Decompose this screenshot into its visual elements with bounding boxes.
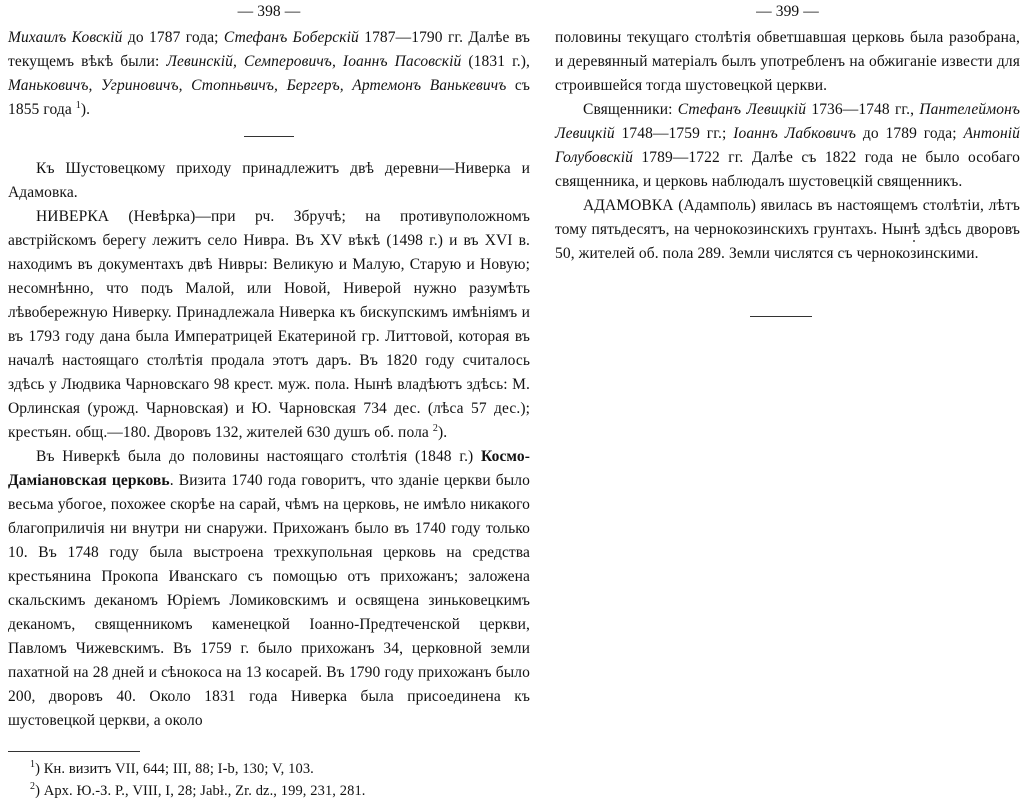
print-speck: [913, 240, 915, 242]
clergy-name: Левинскій, Семперовичъ, Іоаннъ Пасовскій: [166, 53, 462, 70]
footnote-text: ) Арх. Ю.-З. Р., VIII, I, 28; Jabł., Zr. dz., 199, 231, 281.: [35, 783, 366, 799]
parish-villages-paragraph: Къ Шустовецкому приходу принадлежитъ двѣ деревни—Ниверка и Адамовка.: [8, 160, 530, 201]
text-span: 1748—1759 гг.;: [614, 125, 734, 142]
footnote-mark: 2: [30, 781, 36, 793]
text-span: до 1787 года;: [122, 29, 224, 46]
clergy-list-paragraph: [8, 26, 530, 122]
text-span: Въ Ниверкѣ была до половины настоящаго столѣтія (1848 г.): [36, 448, 482, 465]
text-span: (1831 г.),: [461, 53, 531, 70]
church-name: Космо-Даміановская церковь: [8, 448, 530, 489]
end-divider: [750, 316, 812, 317]
priests-paragraph: [555, 98, 1020, 194]
clergy-name: Маньковичъ, Угриновичъ, Стопньвичъ, Бергеръ, Артемонъ Ванькевичъ: [8, 77, 507, 94]
section-divider: [244, 136, 294, 137]
text-span: . Визита 1740 года говоритъ, что зданіе церкви было весьма убогое, похожее скорѣе на сарай, чѣмъ на церковь, не имѣло никакого благоприличія ни внутри ни снаружи. Прихожанъ было въ 1740 году только 10. Въ 1748 году была выстроена трехкупольная церковь на средства крестьянина Прокопа Иванскаго съ помощью отъ прихожанъ; заложена скальскимъ деканомъ Юріемъ Ломиковскимъ и освящена зиньковецкимъ деканомъ, священникомъ каменецкой Іоанно-Предтеченской церкви, Павломъ Чижевскимъ. Въ 1759 г. было прихожанъ 34, церковной земли пахатной на 28 дней и сѣнокоса на 13 косарей. Въ 1790 году прихожанъ было 200, дворовъ 40. Около 1831 года Ниверка была присоединена къ шустовецкой церкви, а около: [8, 472, 530, 729]
text-span: 1789—1722 гг. Далѣе съ 1822 года не было особаго священника, и церковь наблюдалъ шустовецкій священникъ.: [555, 149, 1020, 190]
text-span: ).: [438, 424, 448, 441]
footnote-ref: 2: [432, 422, 439, 434]
text-span: съ 1855 года: [8, 77, 530, 118]
text-span: 1787—1790 гг. Далѣе въ текущемъ вѣкѣ были:: [8, 29, 530, 70]
niverka-paragraph: [8, 205, 530, 445]
text-span: до 1789 года;: [856, 125, 964, 142]
page-number-right: — 399 —: [756, 3, 819, 20]
page-number-left: — 398 —: [237, 3, 301, 20]
text-span: Священники:: [583, 101, 678, 118]
priest-name: Пантелеймонъ Левицкій: [555, 101, 1020, 142]
adamovka-paragraph: АДАМОВКА (Адамполь) явилась въ настоящемъ столѣтіи, лѣтъ тому пятьдесятъ, на чернокозинскихъ грунтахъ. Нынѣ здѣсь дворовъ 50, жителей об. пола 289. Земли числятся съ чернокозинскими.: [555, 197, 1020, 262]
church-history-paragraph: [8, 445, 530, 733]
footnote-mark: 1: [30, 759, 36, 771]
priest-name: Антоній Голубовскій: [555, 125, 1021, 166]
church-continuation-paragraph: половины текущаго столѣтія обветшавшая церковь была разобрана, и деревянный матеріалъ былъ употребленъ на обжиганіе извести для строившейся тогда шустовецкой церкви.: [555, 29, 1020, 94]
clergy-name: Михаилъ Ковскій: [8, 29, 123, 46]
footnote-2: [8, 780, 530, 802]
footnote-divider: [8, 751, 140, 752]
clergy-name: Стефанъ Боберскій: [223, 29, 359, 46]
text-span: 1736—1748 гг.,: [806, 101, 920, 118]
left-page: [8, 0, 531, 799]
text-span: НИВЕРКА (Невѣрка)—при рч. Збручѣ; на противуположномъ австрійскомъ берегу лежитъ село Нивра. Въ XV вѣкѣ (1498 г.) и въ XVI в. находимъ въ документахъ двѣ Нивры: Великую и Малую, Старую и Новую; несомнѣнно, что подъ Малой, или Новой, Ниверой нужно разумѣть лѣвобережную Ниверку. Принадлежала Ниверка къ бискупскимъ имѣніямъ и въ 1793 году дана была Императрицей Екатериной гр. Литтовой, которая въ началѣ настоящаго столѣтія продала этотъ даръ. Въ 1820 году считалось здѣсь у Людвика Чарновскаго 98 крест. муж. пола. Нынѣ владѣютъ здѣсь: М. Орлинская (урожд. Чарновская) и Ю. Чарновская 734 дес. (лѣса 57 дес.); крестьян. общ.—180. Дворовъ 132, жителей 630 душъ об. пола: [8, 208, 530, 441]
priest-name: Стефанъ Левицкій: [677, 101, 807, 118]
footnote-ref: 1: [75, 99, 81, 111]
right-page: [555, 0, 1020, 755]
priest-name: Іоаннъ Лабковичъ: [733, 125, 857, 142]
footnote-text: ) Кн. визитъ VII, 644; III, 88; I-b, 130; V, 103.: [35, 761, 314, 777]
text-span: ).: [80, 101, 91, 118]
footnote-1: [8, 758, 530, 780]
